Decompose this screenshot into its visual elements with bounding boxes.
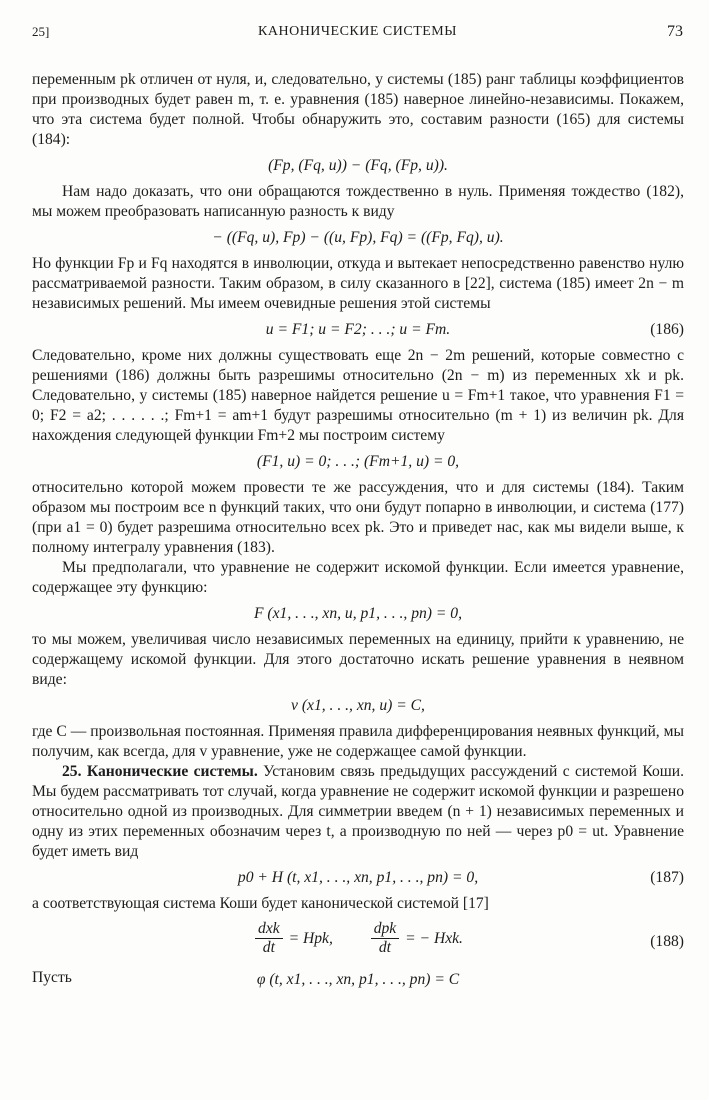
fraction-denominator: dt bbox=[262, 939, 275, 956]
equation-text: F (x1, . . ., xn, u, p1, . . ., pn) = 0, bbox=[253, 605, 462, 622]
fraction-dx-dt bbox=[255, 920, 283, 957]
paragraph-9-text: Установим связь предыдущих рассуждений с системой Коши. Мы будем рассматривать тот случай, когда уравнение не содержит искомой функции и разрешено относительно одной из производных. Для симметрии введем (n + 1) независимых переменных и одну из этих переменных обозначим через t, а производную по ней — через p0 = ut. Уравнение будет иметь вид bbox=[32, 763, 684, 860]
equation-phi bbox=[32, 970, 684, 990]
fraction-denominator: dt bbox=[378, 939, 392, 956]
equation-general bbox=[32, 604, 684, 624]
equation-text: p0 + H (t, x1, . . ., xn, p1, . . ., pn) = 0, bbox=[237, 869, 479, 886]
fraction-dp-dt bbox=[371, 920, 400, 957]
section-marker: 25] bbox=[32, 24, 50, 39]
equation-implicit bbox=[32, 696, 684, 716]
equation-number: (187) bbox=[650, 869, 684, 886]
paragraph-7: то мы можем, увеличивая число независимых переменных на единицу, прийти к уравнению, не содержащему искомой функции. Для этого достаточно искать решение уравнения в неявном виде: bbox=[32, 631, 684, 688]
section-heading: 25. Канонические системы. bbox=[62, 763, 258, 780]
paragraph-6: Мы предполагали, что уравнение не содержит искомой функции. Если имеется уравнение, содержащее эту функцию: bbox=[32, 559, 684, 596]
running-title: КАНОНИЧЕСКИЕ СИСТЕМЫ bbox=[258, 24, 457, 39]
equation-rhs: = − Hxk. bbox=[405, 929, 463, 947]
equation-difference bbox=[32, 156, 684, 176]
equation-number: (188) bbox=[650, 933, 684, 950]
equation-text: (Fp, (Fq, u)) − (Fq, (Fp, u)). bbox=[268, 157, 448, 174]
equation-text: − ((Fq, u), Fp) − ((u, Fp), Fq) = ((Fp, Fq), u). bbox=[212, 229, 504, 246]
equation-text: φ (t, x1, . . ., xn, p1, . . ., pn) = C bbox=[256, 971, 460, 988]
equation-text: v (x1, . . ., xn, u) = C, bbox=[291, 697, 425, 714]
paragraph-4: Следовательно, кроме них должны существовать еще 2n − 2m решений, которые совместно с решениями (186) должны быть разрешимы относительно (2n − m) из переменных xk и pk. Следовательно, у системы (185) наверное найдется решение u = Fm+1 такое, что уравнения F1 = 0; F2 = a2; . . . . . .; Fm+1 = am+1 будут разрешимы относительно (m + 1) из величин pk. Для нахождения следующей функции Fm+2 мы построим систему bbox=[32, 347, 684, 444]
equation-rhs: = Hpk, bbox=[288, 929, 333, 947]
equation-text: u = F1; u = F2; . . .; u = Fm. bbox=[265, 321, 451, 338]
equation-identity bbox=[32, 228, 684, 248]
page-number: 73 bbox=[667, 23, 683, 40]
running-header bbox=[32, 22, 683, 46]
paragraph-10: а соответствующая система Коши будет канонической системой [17] bbox=[32, 895, 489, 912]
paragraph-9 bbox=[32, 762, 684, 862]
equation-text: (F1, u) = 0; . . .; (Fm+1, u) = 0, bbox=[256, 453, 460, 470]
paragraph-8: где C — произвольная постоянная. Применяя правила дифференцирования неявных функций, мы получим, как всегда, для v уравнение, уже не содержащее самой функции. bbox=[32, 723, 684, 760]
paragraph-5: относительно которой можем провести те же рассуждения, что и для системы (184). Таким образом мы построим все n функций таких, что они будут попарно в инволюции, и система (177) (при a1 = 0) будет разрешима относительно всех pk. Это и приведет нас, как мы видели выше, к полному интегралу уравнения (183). bbox=[32, 479, 684, 556]
equation-system bbox=[32, 452, 684, 472]
equation-186 bbox=[32, 320, 684, 340]
page-body bbox=[32, 70, 684, 996]
fraction-numerator: dpk bbox=[371, 920, 400, 939]
paragraph-1: переменным pk отличен от нуля, и, следовательно, у системы (185) ранг таблицы коэффициентов при производных будет равен m, т. е. уравнения (185) наверное линейно-независимы. Покажем, что эта система будет полной. Чтобы обнаружить это, составим разности (165) для системы (184): bbox=[32, 71, 684, 148]
paragraph-2: Нам надо доказать, что они обращаются тождественно в нуль. Применяя тождество (182), мы можем преобразовать написанную разность к виду bbox=[32, 183, 684, 220]
equation-187 bbox=[32, 868, 684, 888]
paragraph-11: Пусть bbox=[32, 969, 72, 986]
paragraph-3: Но функции Fp и Fq находятся в инволюции, откуда и вытекает непосредственно равенство нулю рассматриваемой разности. Таким образом, в силу сказанного в [22], система (185) имеет 2n − m независимых решений. Мы имеем очевидные решения этой системы bbox=[32, 255, 684, 312]
equation-188 bbox=[32, 920, 684, 964]
fraction-numerator: dxk bbox=[255, 920, 283, 939]
equation-number: (186) bbox=[650, 321, 684, 338]
